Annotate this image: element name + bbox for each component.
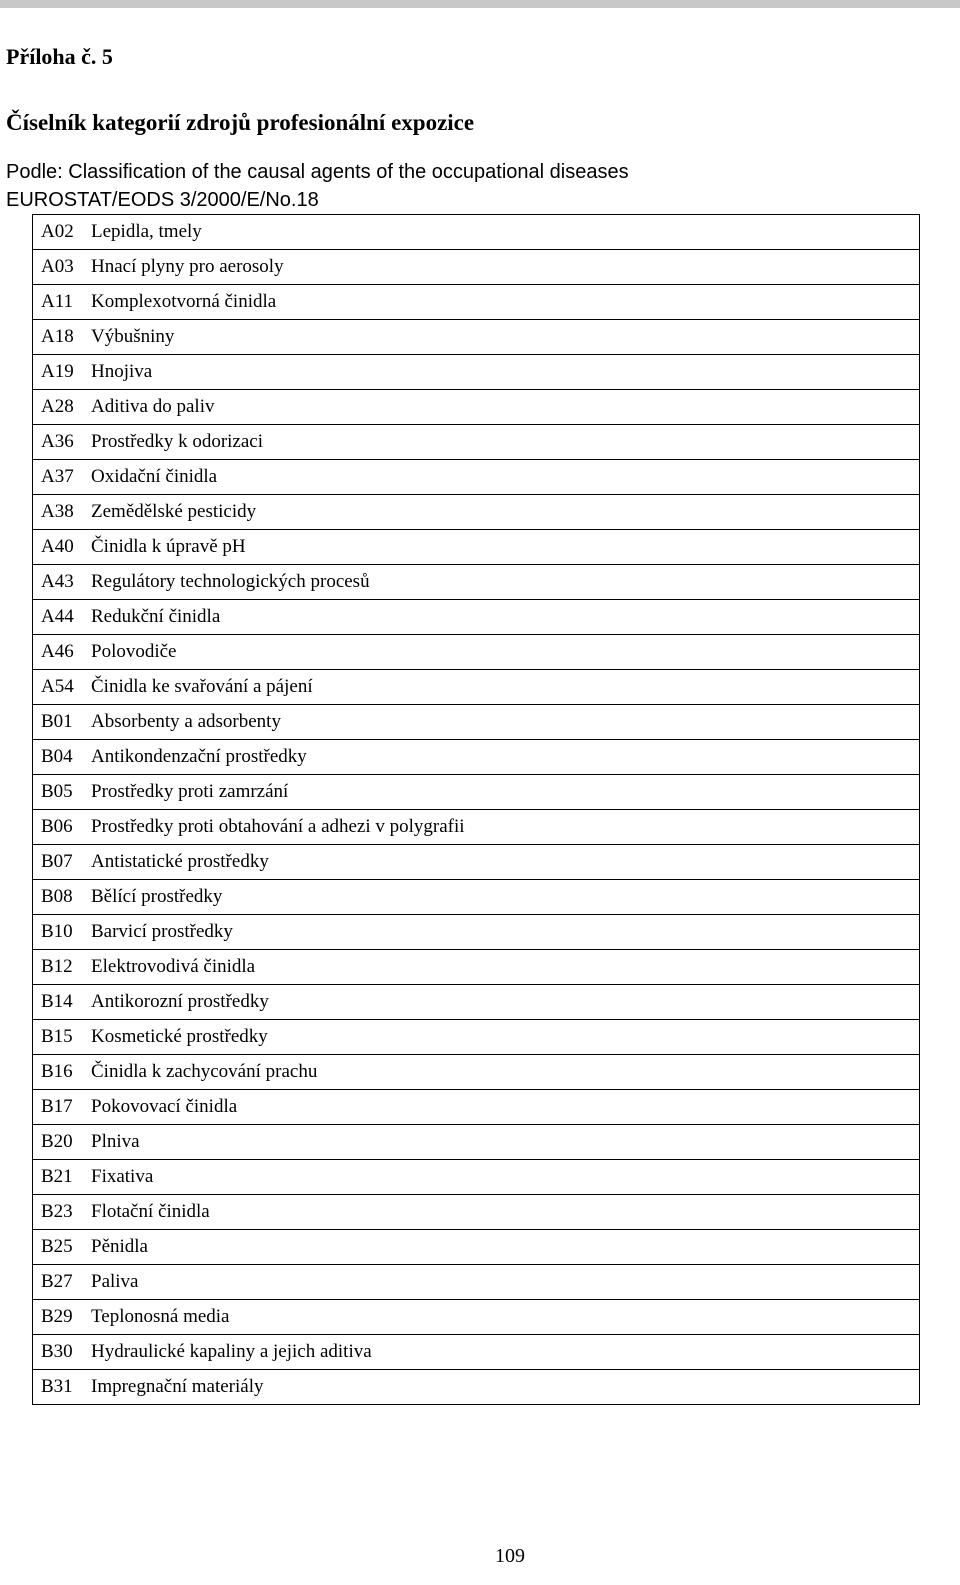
category-name: Výbušniny <box>91 320 920 355</box>
category-code: A37 <box>33 460 92 495</box>
table-row <box>33 1090 920 1125</box>
category-code: A38 <box>33 495 92 530</box>
category-name: Aditiva do paliv <box>91 390 920 425</box>
category-name: Oxidační činidla <box>91 460 920 495</box>
category-name: Antistatické prostředky <box>91 845 920 880</box>
category-code: B30 <box>33 1335 92 1370</box>
category-code: A54 <box>33 670 92 705</box>
category-name: Antikondenzační prostředky <box>91 740 920 775</box>
table-row <box>33 705 920 740</box>
table-row <box>33 530 920 565</box>
category-name: Hnojiva <box>91 355 920 390</box>
category-name: Absorbenty a adsorbenty <box>91 705 920 740</box>
category-name: Hydraulické kapaliny a jejich aditiva <box>91 1335 920 1370</box>
category-name: Paliva <box>91 1265 920 1300</box>
category-code: B20 <box>33 1125 92 1160</box>
category-name: Teplonosná media <box>91 1300 920 1335</box>
category-code: A40 <box>33 530 92 565</box>
table-row <box>33 1195 920 1230</box>
category-name: Činidla k úpravě pH <box>91 530 920 565</box>
category-name: Činidla ke svařování a pájení <box>91 670 920 705</box>
document-title: Číselník kategorií zdrojů profesionální expozice <box>6 110 475 135</box>
table-row <box>33 775 920 810</box>
table-row <box>33 285 920 320</box>
table-row <box>33 1265 920 1300</box>
category-code: B07 <box>33 845 92 880</box>
category-name: Regulátory technologických procesů <box>91 565 920 600</box>
table-row <box>33 1125 920 1160</box>
table-row <box>33 1370 920 1405</box>
category-code: B05 <box>33 775 92 810</box>
table-row <box>33 565 920 600</box>
table-row <box>33 985 920 1020</box>
category-code: B23 <box>33 1195 92 1230</box>
category-code: B04 <box>33 740 92 775</box>
table-row <box>33 215 920 250</box>
category-table-body <box>33 215 920 1405</box>
table-row <box>33 600 920 635</box>
category-name: Činidla k zachycování prachu <box>91 1055 920 1090</box>
category-code: B08 <box>33 880 92 915</box>
category-code: A44 <box>33 600 92 635</box>
category-code: B17 <box>33 1090 92 1125</box>
table-row <box>33 635 920 670</box>
category-name: Pokovovací činidla <box>91 1090 920 1125</box>
table-row <box>33 355 920 390</box>
category-name: Hnací plyny pro aerosoly <box>91 250 920 285</box>
category-code: B12 <box>33 950 92 985</box>
table-row <box>33 740 920 775</box>
category-code: A43 <box>33 565 92 600</box>
table-row <box>33 460 920 495</box>
table-row <box>33 950 920 985</box>
table-row <box>33 915 920 950</box>
top-rule <box>0 0 960 8</box>
page-number: 109 <box>495 1545 525 1567</box>
table-row <box>33 845 920 880</box>
category-code: B10 <box>33 915 92 950</box>
source-line-1: Podle: Classification of the causal agents of the occupational diseases <box>6 161 629 183</box>
category-name: Bělící prostředky <box>91 880 920 915</box>
category-code: A36 <box>33 425 92 460</box>
category-code: B21 <box>33 1160 92 1195</box>
category-code: B25 <box>33 1230 92 1265</box>
category-code: B31 <box>33 1370 92 1405</box>
category-code: B29 <box>33 1300 92 1335</box>
category-name: Lepidla, tmely <box>91 215 920 250</box>
table-row <box>33 1020 920 1055</box>
category-code: B14 <box>33 985 92 1020</box>
table-row <box>33 1160 920 1195</box>
category-name: Plniva <box>91 1125 920 1160</box>
table-row <box>33 1300 920 1335</box>
category-name: Redukční činidla <box>91 600 920 635</box>
table-row <box>33 320 920 355</box>
category-code: A11 <box>33 285 92 320</box>
category-name: Zemědělské pesticidy <box>91 495 920 530</box>
category-code: A28 <box>33 390 92 425</box>
category-code: B15 <box>33 1020 92 1055</box>
table-row <box>33 1055 920 1090</box>
category-code: B01 <box>33 705 92 740</box>
table-row <box>33 1335 920 1370</box>
category-code: B27 <box>33 1265 92 1300</box>
category-name: Prostředky proti obtahování a adhezi v polygrafii <box>91 810 920 845</box>
category-code: A03 <box>33 250 92 285</box>
table-row <box>33 390 920 425</box>
category-code: A18 <box>33 320 92 355</box>
category-name: Antikorozní prostředky <box>91 985 920 1020</box>
category-code: A46 <box>33 635 92 670</box>
category-code: A19 <box>33 355 92 390</box>
source-line-2: EUROSTAT/EODS 3/2000/E/No.18 <box>6 189 319 211</box>
category-name: Prostředky k odorizaci <box>91 425 920 460</box>
table-row <box>33 250 920 285</box>
category-name: Elektrovodivá činidla <box>91 950 920 985</box>
category-name: Impregnační materiály <box>91 1370 920 1405</box>
category-name: Fixativa <box>91 1160 920 1195</box>
category-code: B16 <box>33 1055 92 1090</box>
category-name: Polovodiče <box>91 635 920 670</box>
table-row <box>33 1230 920 1265</box>
category-name: Pěnidla <box>91 1230 920 1265</box>
category-name: Komplexotvorná činidla <box>91 285 920 320</box>
category-name: Barvicí prostředky <box>91 915 920 950</box>
category-name: Flotační činidla <box>91 1195 920 1230</box>
table-row <box>33 880 920 915</box>
category-code: B06 <box>33 810 92 845</box>
table-row <box>33 810 920 845</box>
category-name: Kosmetické prostředky <box>91 1020 920 1055</box>
source-reference <box>6 158 629 214</box>
category-name: Prostředky proti zamrzání <box>91 775 920 810</box>
table-row <box>33 670 920 705</box>
category-code: A02 <box>33 215 92 250</box>
table-row <box>33 495 920 530</box>
table-row <box>33 425 920 460</box>
category-table <box>32 214 920 1405</box>
annex-label: Příloha č. 5 <box>6 44 113 69</box>
